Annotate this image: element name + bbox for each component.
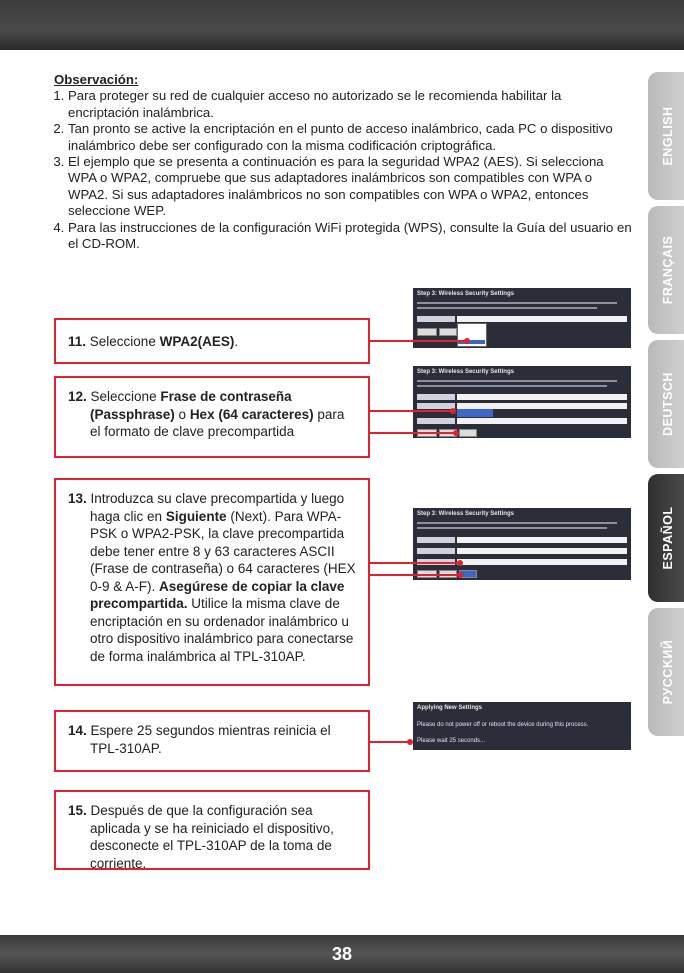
connector-line: [370, 432, 456, 434]
step-text: Seleccione: [86, 389, 161, 404]
step-13-box: [54, 478, 370, 686]
connector-line: [370, 410, 454, 412]
encryption-select[interactable]: [457, 537, 627, 543]
note-item: 4. Para las instrucciones de la configuración WiFi protegida (WPS), consulte la Guía del usuario en el CD-ROM.: [68, 220, 634, 253]
connector-dot: [453, 430, 459, 436]
step-bold-text: Siguiente: [165, 508, 227, 524]
connector-line: [370, 340, 468, 342]
field-label: [417, 537, 455, 543]
text-line: [417, 307, 597, 309]
step-text: Utilice la misma clave de encriptación en su ordenador inalámbrico u otro dispositivo inalámbrico para conectarse de forma inalámbrica al TPL-310AP.: [90, 596, 354, 664]
step-paragraph: [68, 490, 358, 665]
step-paragraph: [68, 722, 358, 757]
screenshot-psk-entry: [413, 508, 631, 580]
step-number: 11.: [68, 334, 87, 349]
connector-line: [370, 741, 410, 743]
encryption-select[interactable]: [457, 316, 627, 322]
step-text: para el formato de clave precompartida: [90, 406, 345, 439]
psk-input[interactable]: [457, 418, 627, 424]
step-number: 13.: [68, 491, 87, 506]
text-line: [417, 380, 617, 382]
screenshot-title: Step 3: Wireless Security Settings: [417, 369, 514, 375]
encryption-label: [417, 316, 455, 322]
wait-text: Please wait 25 seconds...: [417, 738, 486, 744]
connector-dot: [450, 408, 456, 414]
step-paragraph: [68, 388, 358, 441]
step-text: (Next). Para WPA-PSK o WPA2-PSK, la clave precompartida debe tener entre 8 y 63 caracteres ASCII (Frase de contraseña) o 64 caracteres (HEX 0-9 & A-F).: [90, 508, 356, 594]
encryption-select[interactable]: [457, 394, 627, 400]
step-12-box: [54, 376, 370, 458]
step-14-box: [54, 710, 370, 772]
screenshot-security-encryption: [413, 288, 631, 348]
step-number: 12.: [68, 389, 87, 404]
step-paragraph: [68, 802, 358, 872]
step-text: Introduzca su clave precompartida y luego haga clic en: [86, 491, 345, 524]
note-item: 3. El ejemplo que se presenta a continuación es para la seguridad WPA2 (AES). Si selecciona WPA o WPA2, compruebe que sus adaptadores inalámbricos son compatibles con WPA o WPA2. Si sus adaptadores inalámbricos no son compatibles con WPA o WPA2, entonces seleccione WEP.: [68, 154, 634, 220]
notes-list: [54, 88, 634, 252]
step-bold-text: WPA2(AES): [159, 334, 235, 349]
tab-label: PУCCKИЙ: [661, 639, 675, 705]
connector-dot: [457, 572, 463, 578]
connector-line: [370, 574, 460, 576]
top-banner: [0, 0, 684, 50]
psk-input[interactable]: [457, 559, 627, 565]
tab-label: ENGLISH: [661, 106, 675, 166]
tab-espanol[interactable]: [648, 474, 684, 602]
text-line: [417, 302, 617, 304]
step-number: 15.: [68, 803, 87, 818]
field-label: [417, 418, 455, 424]
step-11-box: [54, 318, 370, 364]
tab-deutsch[interactable]: [648, 340, 684, 468]
text-line: [417, 522, 617, 524]
field-label: [417, 548, 455, 554]
screenshot-title: Step 3: Wireless Security Settings: [417, 291, 514, 297]
screenshot-applying-settings: [413, 702, 631, 750]
footer-bar: [0, 935, 684, 973]
key-format-dropdown[interactable]: [457, 409, 493, 417]
tab-label: ESPAÑOL: [661, 506, 675, 570]
notes-title: Observación:: [54, 72, 139, 87]
connector-dot: [407, 739, 413, 745]
note-item: 1. Para proteger su red de cualquier acceso no autorizado se le recomienda habilitar la encriptación inalámbrica.: [68, 88, 634, 121]
note-item: 2. Tan pronto se active la encriptación en el punto de acceso inalámbrico, cada PC o dispositivo inalámbrico debe ser configurado con la misma codificación criptográfica.: [68, 121, 634, 154]
next-button[interactable]: [459, 429, 477, 437]
step-15-box: [54, 790, 370, 870]
notes-section: [54, 72, 634, 252]
connector-dot: [457, 560, 463, 566]
text-line: [417, 385, 607, 387]
step-text: .: [234, 334, 239, 349]
screenshot-title: Step 3: Wireless Security Settings: [417, 511, 514, 517]
warning-text: Please do not power off or reboot the device during this process.: [417, 722, 589, 728]
step-bold-text: Frase de contraseña (Passphrase): [90, 389, 292, 422]
connector-dot: [464, 338, 470, 344]
step-bold-text: Hex (64 caracteres): [189, 406, 314, 422]
tab-russian[interactable]: [648, 608, 684, 736]
page-number: 38: [331, 944, 353, 964]
screenshot-key-format: [413, 366, 631, 438]
field-label: [417, 403, 455, 409]
tab-francais[interactable]: [648, 206, 684, 334]
tab-label: FRANÇAIS: [661, 235, 675, 305]
step-bold-text: Asegúrese de copiar la clave precompartida.: [90, 578, 345, 611]
step-text: Espere 25 segundos mientras reinicia el TPL-310AP.: [86, 723, 331, 756]
tab-english[interactable]: [648, 72, 684, 200]
next-button[interactable]: [439, 328, 457, 336]
key-format-select[interactable]: [457, 548, 627, 554]
connector-line: [370, 562, 460, 564]
text-line: [417, 527, 607, 529]
field-label: [417, 394, 455, 400]
step-number: 14.: [68, 723, 87, 738]
tab-label: DEUTSCH: [661, 372, 675, 436]
step-text: o: [174, 406, 190, 422]
cancel-button[interactable]: [417, 328, 437, 336]
screenshot-title: Applying New Settings: [417, 705, 483, 711]
step-text: Seleccione: [86, 334, 160, 349]
step-text: Después de que la configuración sea aplicada y se ha reiniciado el dispositivo, desconecte el TPL-310AP de la toma de corriente.: [86, 803, 334, 871]
